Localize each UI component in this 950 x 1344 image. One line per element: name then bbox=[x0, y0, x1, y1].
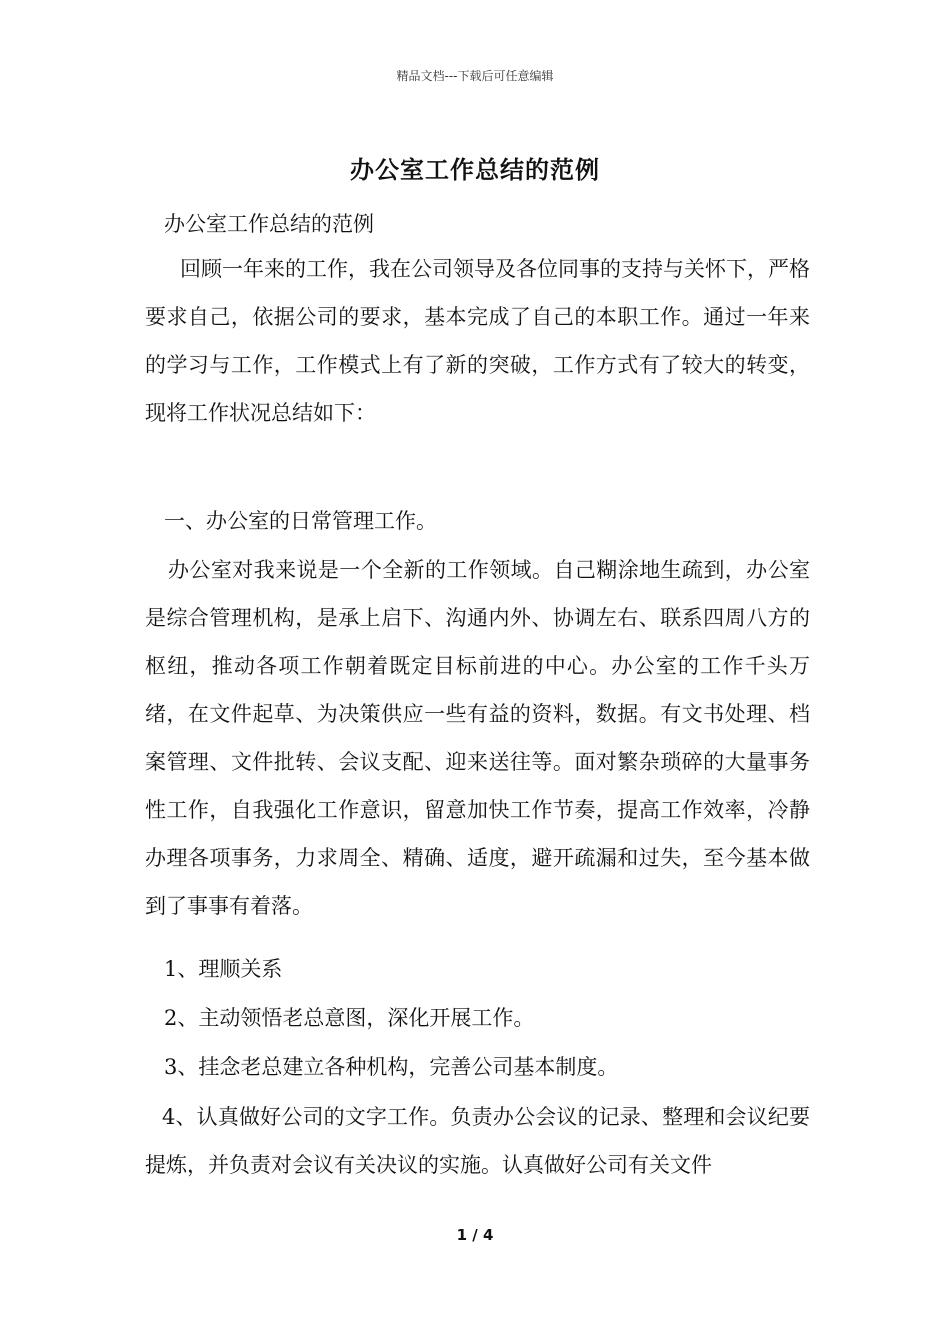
list-item-3: 3、挂念老总建立各种机构，完善公司基本制度。 bbox=[164, 1055, 619, 1079]
section-heading-daily-management: 一、办公室的日常管理工作。 bbox=[164, 509, 437, 533]
header-note: 精品文档---下载后可任意编辑 bbox=[396, 69, 554, 83]
list-item-2: 2、主动领悟老总意图，深化开展工作。 bbox=[164, 1006, 535, 1030]
paragraph-office-work: 办公室对我来说是一个全新的工作领域。自己糊涂地生疏到，办公室是综合管理机构，是承上启下、沟通内外、协调左右、联系四周八方的枢纽，推动各项工作朝着既定目标前进的中心。办公室的工作千头万绪，在文件起草、为决策供应一些有益的资料，数据。有文书处理、档案管理、文件批转、会议支配、迎来送往等。面对繁杂琐碎的大量事务性工作，自我强化工作意识，留意加快工作节奏，提高工作效率，冷静办理各项事务，力求周全、精确、适度，避开疏漏和过失，至今基本做到了事事有着落。 bbox=[145, 558, 810, 918]
paragraph-intro: 回顾一年来的工作，我在公司领导及各位同事的支持与关怀下，严格要求自己，依据公司的要求，基本完成了自己的本职工作。通过一年来的学习与工作，工作模式上有了新的突破，工作方式有了较大的转变，现将工作状况总结如下： bbox=[145, 257, 810, 425]
document-title: 办公室工作总结的范例 bbox=[350, 155, 600, 184]
paragraph-item-4: 4、认真做好公司的文字工作。负责办公会议的记录、整理和会议纪要提炼，并负责对会议有关决议的实施。认真做好公司有关文件 bbox=[145, 1105, 810, 1177]
page-number: 1 / 4 bbox=[456, 1226, 494, 1244]
document-subtitle: 办公室工作总结的范例 bbox=[164, 212, 374, 236]
list-item-1: 1、理顺关系 bbox=[164, 957, 283, 981]
